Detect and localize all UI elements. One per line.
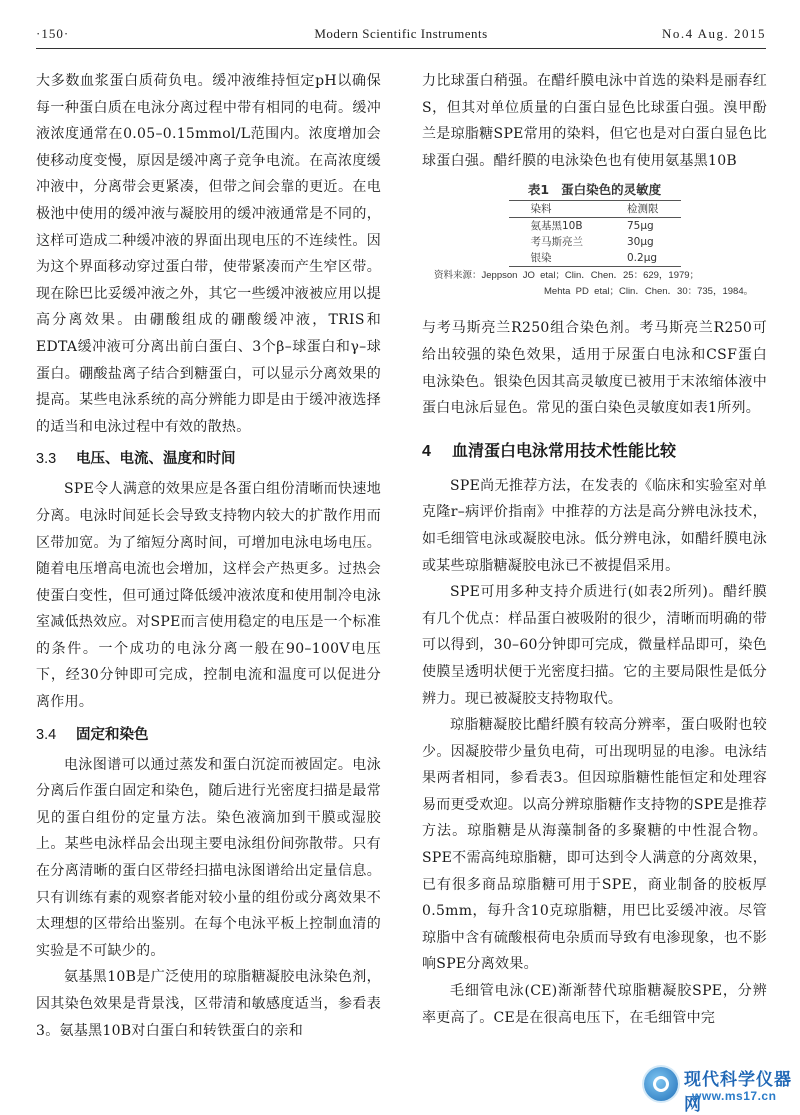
section-title: 固定和染色 [76,726,149,743]
issue-info: No.4 Aug. 2015 [661,26,766,41]
table-caption [422,180,767,198]
paragraph-agarose: 琼脂糖凝胶比醋纤膜有较高分辨率，蛋白吸附也较少。因凝胶带少量负电荷，可出现明显的电渗。电泳结果两者相同，参看表3。但因琼脂糖性能恒定和处理容易而更受欢迎。以高分辨琼脂糖作支持物的SPE是推荐方法。琼脂糖是从海藻制备的多聚糖的中性混合物。SPE不需高纯琼脂糖，即可达到令人满意的分离效果，已有很多商品琼脂糖可用于SPE，商业制备的胶板厚0.5mm，每升含10克琼脂糖，用巴比妥缓冲液。尽管琼脂中含有硫酸根荷电杂质而导致有电渗现象，也不影响SPE分离效果。 [422,717,767,973]
running-header [36,26,766,48]
table-row [509,250,681,267]
table-1 [422,180,767,299]
paragraph-recommendation: SPE尚无推荐方法，在发表的《临床和实验室对单克隆r–病评价指南》中推荐的方法是高分辨电泳技术，如毛细管电泳或凝胶电泳。低分辨电泳，如醋纤膜电泳或某些琼脂糖凝胶电泳已不被提倡采用。 [422,477,767,574]
section-title: 血清蛋白电泳常用技术性能比较 [452,440,677,460]
table-header-cell: 染料 [530,203,552,216]
table-row [509,218,681,235]
table-source-continued: Mehta PD etal；Clin．Chen．30：735，1984。 [544,286,754,298]
right-column [422,68,767,1031]
section-number: 3.4 [36,726,57,743]
section-heading-3-4 [36,722,381,748]
page-number: ·150· [36,26,70,41]
watermark-url: www.ms17.cn [692,1089,777,1103]
table-cell: 30μg [627,236,654,249]
table-cell: 氨基黑10B [530,220,583,233]
section-number: 4 [422,442,431,460]
paragraph-capillary: 毛细管电泳(CE)渐渐替代琼脂糖凝胶SPE，分辨率更高了。CE是在很高电压下，在毛细管中完 [422,983,767,1026]
watermark-name: 现代科学仪器网 [684,1070,792,1115]
table-label: 表1 [527,182,550,198]
journal-title: Modern Scientific Instruments [314,26,488,41]
table-header-cell: 检测限 [627,203,659,216]
table-header-row [509,201,681,218]
table-cell: 75μg [627,220,654,233]
header-rule [36,48,766,49]
table-title: 蛋白染色的灵敏度 [561,182,662,198]
paragraph-amido-black: 氨基黑10B是广泛使用的琼脂糖凝胶电泳染色剂，因其染色效果是背景浅，区带清和敏感度适当，参看表3。氨基黑10B对白蛋白和转铁蛋白的亲和 [36,969,381,1039]
sensitivity-table [509,200,681,267]
left-column [36,68,381,1044]
section-title: 电压、电流、温度和时间 [76,451,236,468]
paragraph-fixation: 电泳图谱可以通过蒸发和蛋白沉淀而被固定。电泳分离后作蛋白固定和染色，随后进行光密度扫描是最常见的蛋白组份的定量方法。染色液滴加到干膜或湿胶上。某些电泳样品会出现主要电泳组份间弥散带。只有在分离清晰的蛋白区带经扫描电泳图谱给出定量信息。只有训练有素的观察者能对较小量的组份或分离效果不太理想的区带给出鉴别。在每个电泳平板上控制血清的实验是不可缺少的。 [36,756,381,959]
table-row [509,234,681,250]
table-cell: 0.2μg [627,252,658,265]
section-heading-4 [422,438,767,465]
table-source: 资料来源：Jeppson JO etal；Clin．Chen．25：629，1979； [434,270,700,282]
table-cell: 考马斯亮兰 [530,236,583,249]
paragraph-buffer: 大多数血浆蛋白质荷负电。缓冲液维持恒定pH以确保每一种蛋白质在电泳分离过程中带有相同的电荷。缓冲液浓度通常在0.05–0.15mmol/L范围内。浓度增加会使移动度变慢，原因是缓冲离子竞争电流。在高浓度缓冲液中，分离带会更紧凑，但带之间会靠的更近。在电极池中使用的缓冲液与凝胶用的缓冲液通常是不同的，这样可造成二种缓冲液的界面出现电压的不连续性。因为这个界面移动穿过蛋白带，使带紧凑而产生窄区带。现在除巴比妥缓冲液之外，其它一些缓冲液被应用以提高分离效果。由硼酸组成的硼酸缓冲液，TRIS和EDTA缓冲液可分离出前白蛋白、3个β–球蛋白和γ–球蛋白。硼酸盐离子结合到糖蛋白，可以显示分离效果的提高。某些电泳系统的高分辨能力即是由于缓冲液选择的适当和电泳过程中有效的散热。 [36,73,381,435]
paragraph-dyes: 力比球蛋白稍强。在醋纤膜电泳中首选的染料是丽春红S，但其对单位质量的白蛋白显色比球蛋白强。溴甲酚兰是琼脂糖SPE常用的染料，但它也是对白蛋白显色比球蛋白强。醋纤膜的电泳染色也有使用氨基黑10B [422,73,767,169]
globe-logo-icon [644,1067,678,1101]
section-heading-3-3 [36,446,381,472]
paragraph-coomassie: 与考马斯亮兰R250组合染色剂。考马斯亮兰R250可给出较强的染色效果，适用于尿蛋白电泳和CSF蛋白电泳染色。银染色因其高灵敏度已被用于末浓缩体液中蛋白电泳后显色。常见的蛋白染色灵敏度如表1所列。 [422,320,767,417]
paragraph-voltage: SPE令人满意的效果应是各蛋白组份清晰而快速地分离。电泳时间延长会导致支持物内较大的扩散作用而区带加宽。为了缩短分离时间，可增加电泳电场电压。随着电压增高电流也会增加，这样会产热更多。过热会使蛋白变性，但可通过降低缓冲液浓度和使用制冷电泳室减低热效应。对SPE而言使用稳定的电压是一个标准的条件。一个成功的电泳分离一般在90–100V电压下，经30分钟即可完成，控制电流和温度可以促进分离作用。 [36,481,381,711]
site-watermark [644,1061,794,1115]
table-cell: 银染 [530,252,552,265]
section-number: 3.3 [36,451,57,468]
paragraph-cellulose-acetate: SPE可用多种支持介质进行(如表2所列)。醋纤膜有几个优点：样品蛋白被吸附的很少，清晰而明确的带可以得到，30–60分钟即可完成，微量样品即可，染色使膜呈透明状便于光密度扫描。它的主要局限性是低分辨力。现已被凝胶支持物取代。 [422,584,767,707]
